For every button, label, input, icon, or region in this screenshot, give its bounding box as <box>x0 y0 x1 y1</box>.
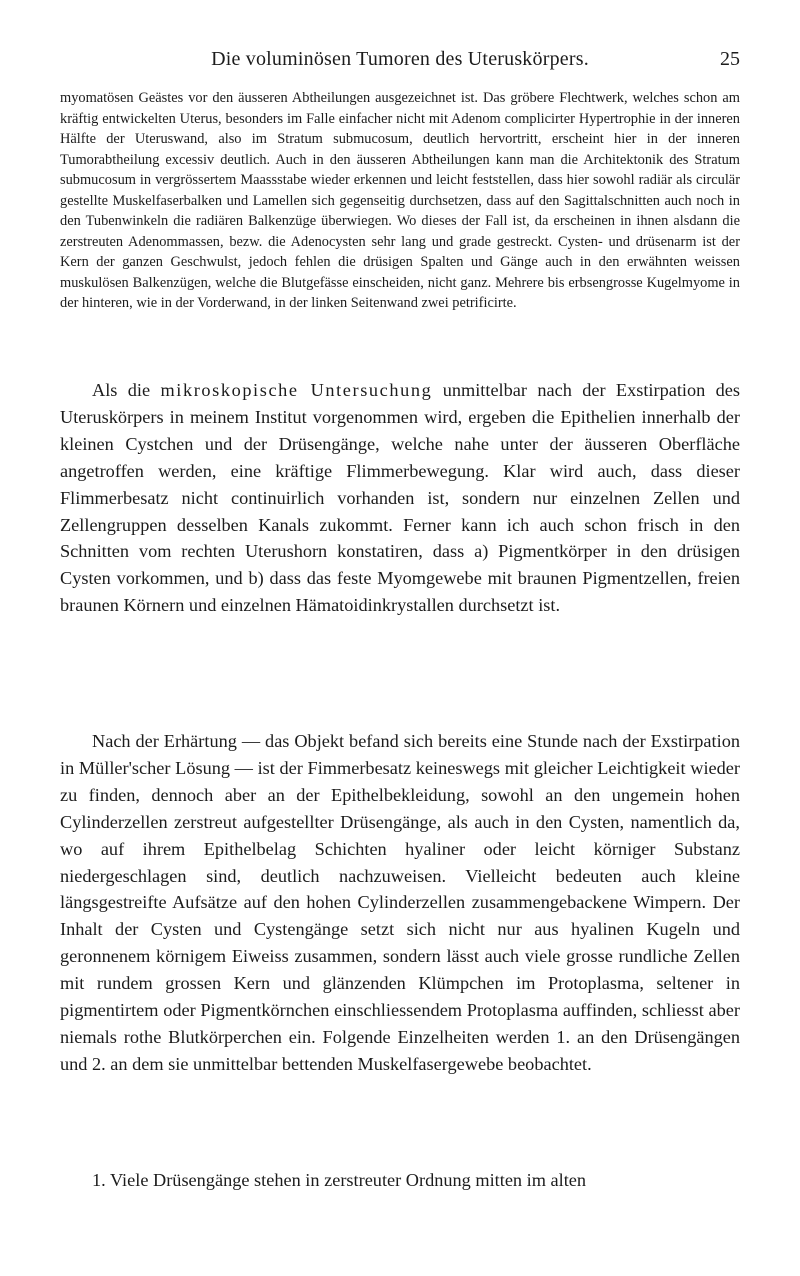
paragraph-lead: Als die <box>92 380 151 400</box>
paragraph-microscopic-examination <box>60 377 740 619</box>
paragraph-text: unmittelbar nach der Exstirpation des Uteruskörpers in meinem Institut vorgenommen wird, ergeben die Epithelien innerhalb der kleinen Cystchen und der Drüsengänge, welche nahe unter der äusseren Oberfläche angetroffen werden, eine kräftige Flimmerbewegung. Klar wird auch, dass dieser Flimmerbesatz nicht continuirlich vorhanden ist, sondern nur einzelnen Zellen und Zellengruppen desselben Kanals zukommt. Ferner kann ich auch schon frisch in den Schnitten vom rechten Uterushorn konstatiren, dass a) Pigmentkörper in den drüsigen Cysten vorkommen, und b) dass das feste Myomgewebe mit braunen Pigmentzellen, freien braunen Körnern und einzelnen Hämatoidinkrystallen durchsetzt ist. <box>60 380 740 616</box>
page-number: 25 <box>720 48 740 70</box>
running-title: Die voluminösen Tumoren des Uteruskörpers. <box>211 48 589 70</box>
emphasized-term: mikroskopische Untersuchung <box>160 380 433 400</box>
paragraph-small-print: myomatösen Geästes vor den äusseren Abtheilungen ausgezeichnet ist. Das gröbere Flechtwerk, welches schon am kräftig entwickelten Uterus, besonders im Falle einfacher nicht mit Adenom complicirter Hypertrophie in der inneren Hälfte der Uteruswand, also im Stratum submucosum, deutlich hervortritt, erscheint hier in der inneren Tumorabtheilung excessiv deutlich. Auch in den äusseren Abtheilungen kann man die Architektonik des Stratum submucosum in vergrössertem Maassstabe wieder erkennen und leicht feststellen, dass hier sowohl radiär als circulär gestellte Muskelfaserbalken und Lamellen sich gegenseitig durchsetzen, dass auf den Sagittalschnitten auch noch in den Tubenwinkeln die radiären Balkenzüge überwiegen. Wo dieses der Fall ist, da erscheinen in ihnen alsdann die zerstreuten Adenommassen, bezw. die Adenocysten sehr lang und grade gestreckt. Cysten- und drüsenarm ist der Kern der ganzen Geschwulst, jedoch fehlen die drüsigen Spalten und Gänge auch in den erwähnten weissen muskulösen Balkenzügen, welche die Blutgefässe einscheiden, nicht ganz. Mehrere bis erbsengrosse Kugelmyome in der hinteren, wie in der Vorderwand, in der linken Seitenwand zwei petrificirte. <box>60 90 740 311</box>
paragraph-numbered-1: 1. Viele Drüsengänge stehen in zerstreuter Ordnung mitten im alten <box>92 1170 587 1190</box>
paragraph-after-hardening: Nach der Erhärtung — das Objekt befand sich bereits eine Stunde nach der Exstirpation in Müller'scher Lösung — ist der Fimmerbesatz keineswegs mit gleicher Leichtigkeit wieder zu finden, dennoch aber an der Epithelbekleidung, sowohl an den ungemein hohen Cylinderzellen zerstreut aufgestellter Drüsengänge, als auch in den Cysten, namentlich da, wo auf ihrem Epithelbelag Schichten hyaliner oder leicht körniger Substanz niedergeschlagen sind, deutlich nachzuweisen. Vielleicht bedeuten auch kleine längsgestreifte Aufsätze auf den hohen Cylinderzellen zusammengebackene Wimpern. Der Inhalt der Cysten und Cystengänge setzt sich nicht nur aus hyalinen Kugeln und geronnenem körnigem Eiweiss zusammen, sondern lässt auch viele grosse rundliche Zellen mit rundem grossen Kern und glänzenden Klümpchen im Protoplasma, seltener in pigmentirtem oder Pigmentkörnchen einschliessendem Protoplasma auffinden, schliesst aber niemals rothe Blutkörperchen ein. Folgende Einzelheiten werden 1. an den Drüsengängen und 2. an dem sie unmittelbar bettenden Muskelfasergewebe beobachtet. <box>60 731 740 1074</box>
running-header <box>60 48 740 74</box>
